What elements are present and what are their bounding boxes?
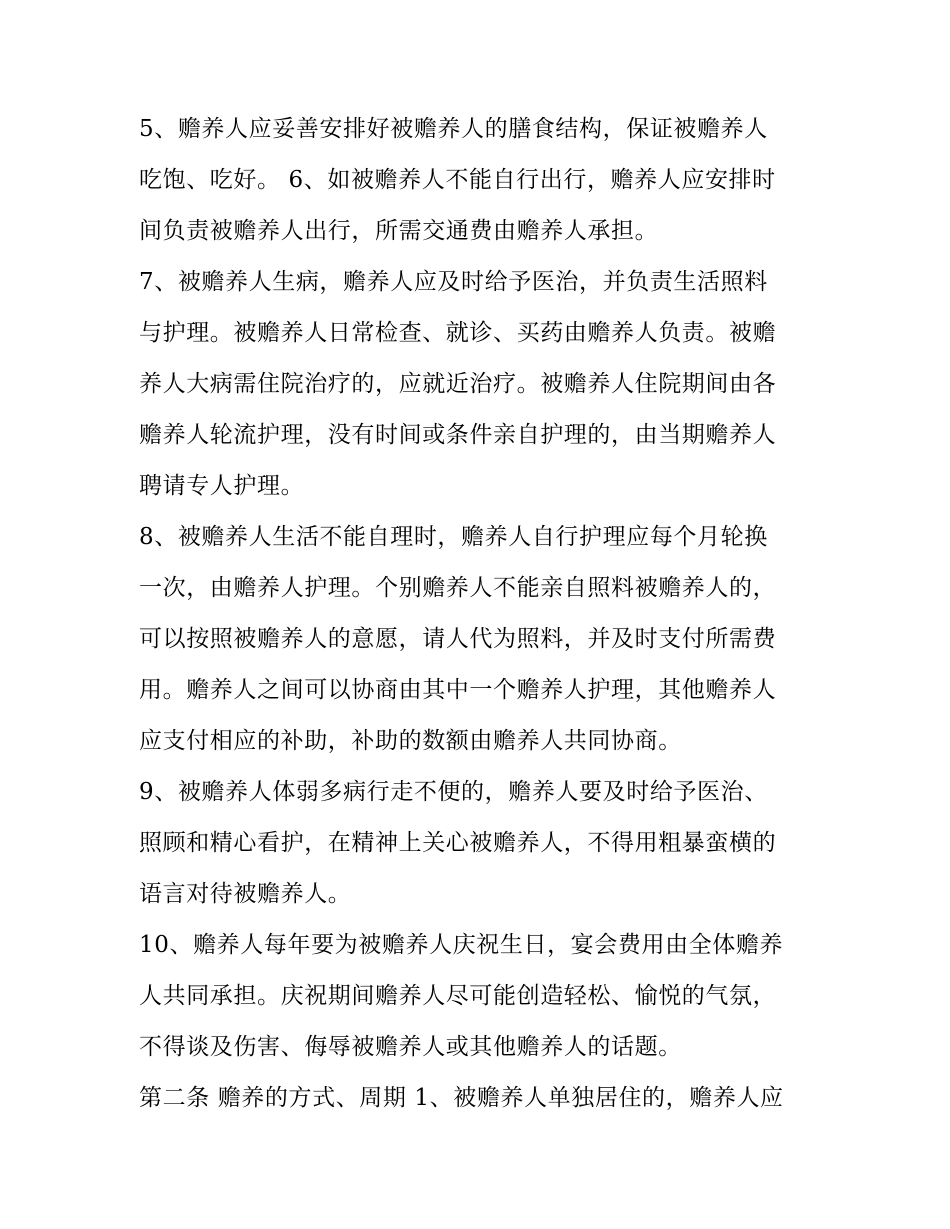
text-line: 不得谈及伤害、侮辱被赡养人或其他赡养人的话题。 — [139, 1034, 682, 1060]
document-body — [139, 104, 819, 1124]
text-line: 语言对待被赡养人。 — [139, 881, 352, 907]
text-line: 人共同承担。庆祝期间赡养人尽可能创造轻松、愉悦的气氛， — [139, 983, 777, 1009]
text-line: 9、被赡养人体弱多病行走不便的，赡养人要及时给予医治、 — [139, 779, 768, 805]
text-line: 用。赡养人之间可以协商由其中一个赡养人护理，其他赡养人 — [139, 677, 777, 703]
text-line: 10、赡养人每年要为被赡养人庆祝生日，宴会费用由全体赡养 — [139, 932, 784, 958]
text-line: 5、赡养人应妥善安排好被赡养人的膳食结构，保证被赡养人 — [139, 116, 768, 142]
text-line: 应支付相应的补助，补助的数额由赡养人共同协商。 — [139, 728, 682, 754]
text-line: 照顾和精心看护，在精神上关心被赡养人，不得用粗暴蛮横的 — [139, 830, 777, 856]
text-line: 第二条 赡养的方式、周期 1、被赡养人单独居住的，赡养人应 — [139, 1085, 784, 1111]
text-line: 聘请专人护理。 — [139, 473, 305, 499]
text-line: 一次，由赡养人护理。个别赡养人不能亲自照料被赡养人的， — [139, 575, 777, 601]
text-line: 赡养人轮流护理，没有时间或条件亲自护理的，由当期赡养人 — [139, 422, 777, 448]
text-line: 8、被赡养人生活不能自理时，赡养人自行护理应每个月轮换 — [139, 524, 768, 550]
text-line: 可以按照被赡养人的意愿，请人代为照料，并及时支付所需费 — [139, 626, 777, 652]
text-line: 吃饱、吃好。 6、如被赡养人不能自行出行，赡养人应安排时 — [139, 167, 776, 193]
text-line: 与护理。被赡养人日常检查、就诊、买药由赡养人负责。被赡 — [139, 320, 777, 346]
text-line: 7、被赡养人生病，赡养人应及时给予医治，并负责生活照料 — [139, 269, 768, 295]
text-line: 间负责被赡养人出行，所需交通费由赡养人承担。 — [139, 218, 659, 244]
text-line: 养人大病需住院治疗的，应就近治疗。被赡养人住院期间由各 — [139, 371, 777, 397]
